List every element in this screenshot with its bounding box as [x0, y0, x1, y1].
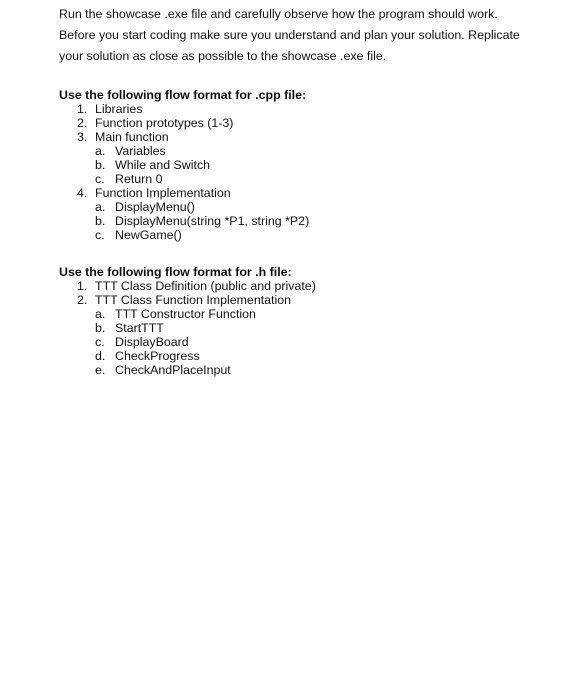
sub-list-item-letter: e.	[95, 363, 106, 377]
sub-list-item-label: DisplayBoard	[115, 335, 189, 349]
sub-list-item	[95, 172, 539, 186]
sub-list-item-label: Return 0	[115, 172, 163, 186]
list-item	[59, 186, 539, 242]
h-section-heading: Use the following flow format for .h file:	[59, 265, 292, 279]
sub-list-item-letter: c.	[95, 335, 105, 349]
list-item	[59, 130, 539, 186]
intro-paragraph	[59, 4, 529, 67]
sub-list-item	[95, 363, 539, 377]
sub-list-item-label: NewGame()	[115, 228, 182, 242]
list-item	[59, 279, 539, 293]
list-item-number: 2.	[77, 293, 88, 307]
intro-line-1: Run the showcase .exe file and carefully observe how the program should work.	[59, 7, 498, 21]
list-item-label: Function prototypes (1-3)	[95, 116, 234, 130]
sub-list-item-letter: b.	[95, 214, 106, 228]
sub-list-item-label: StartTTT	[115, 321, 164, 335]
intro-line-3: your solution as close as possible to the showcase .exe file.	[59, 49, 387, 63]
cpp-section-heading: Use the following flow format for .cpp file:	[59, 88, 307, 102]
sub-list-item-letter: a.	[95, 200, 106, 214]
list-item-label: TTT Class Function Implementation	[95, 293, 292, 307]
sub-list-item	[95, 158, 539, 172]
h-flow-section	[59, 265, 539, 377]
sub-list-item-label: DisplayMenu(string *P1, string *P2)	[115, 214, 310, 228]
list-item-number: 4.	[77, 186, 88, 200]
sub-list-item-label: CheckAndPlaceInput	[115, 363, 231, 377]
sub-list-item	[95, 307, 539, 321]
list-item	[59, 116, 539, 130]
list-item-number: 3.	[77, 130, 88, 144]
sub-list-item-letter: c.	[95, 172, 105, 186]
cpp-flow-section	[59, 88, 539, 242]
list-item-label: Libraries	[95, 102, 143, 116]
list-item-number: 1.	[77, 102, 88, 116]
sub-list-item-letter: b.	[95, 321, 106, 335]
list-item-number: 2.	[77, 116, 88, 130]
list-item	[59, 293, 539, 377]
h-flow-list	[59, 279, 539, 377]
sub-list-item-letter: b.	[95, 158, 106, 172]
list-item-label: TTT Class Definition (public and private)	[95, 279, 316, 293]
sub-list	[95, 200, 539, 242]
sub-list-item-label: TTT Constructor Function	[115, 307, 256, 321]
sub-list	[95, 144, 539, 186]
sub-list-item-label: CheckProgress	[115, 349, 200, 363]
sub-list-item	[95, 349, 539, 363]
sub-list	[95, 307, 539, 377]
sub-list-item	[95, 200, 539, 214]
sub-list-item	[95, 335, 539, 349]
sub-list-item	[95, 321, 539, 335]
sub-list-item-label: DisplayMenu()	[115, 200, 195, 214]
list-item-number: 1.	[77, 279, 88, 293]
sub-list-item-label: Variables	[115, 144, 166, 158]
intro-line-2: Before you start coding make sure you understand and plan your solution. Replicate	[59, 28, 520, 42]
sub-list-item	[95, 214, 539, 228]
sub-list-item-letter: a.	[95, 307, 106, 321]
sub-list-item	[95, 228, 539, 242]
cpp-flow-list	[59, 102, 539, 242]
list-item	[59, 102, 539, 116]
sub-list-item-letter: d.	[95, 349, 106, 363]
sub-list-item-letter: c.	[95, 228, 105, 242]
sub-list-item	[95, 144, 539, 158]
list-item-label: Function Implementation	[95, 186, 231, 200]
list-item-label: Main function	[95, 130, 169, 144]
sub-list-item-label: While and Switch	[115, 158, 211, 172]
sub-list-item-letter: a.	[95, 144, 106, 158]
